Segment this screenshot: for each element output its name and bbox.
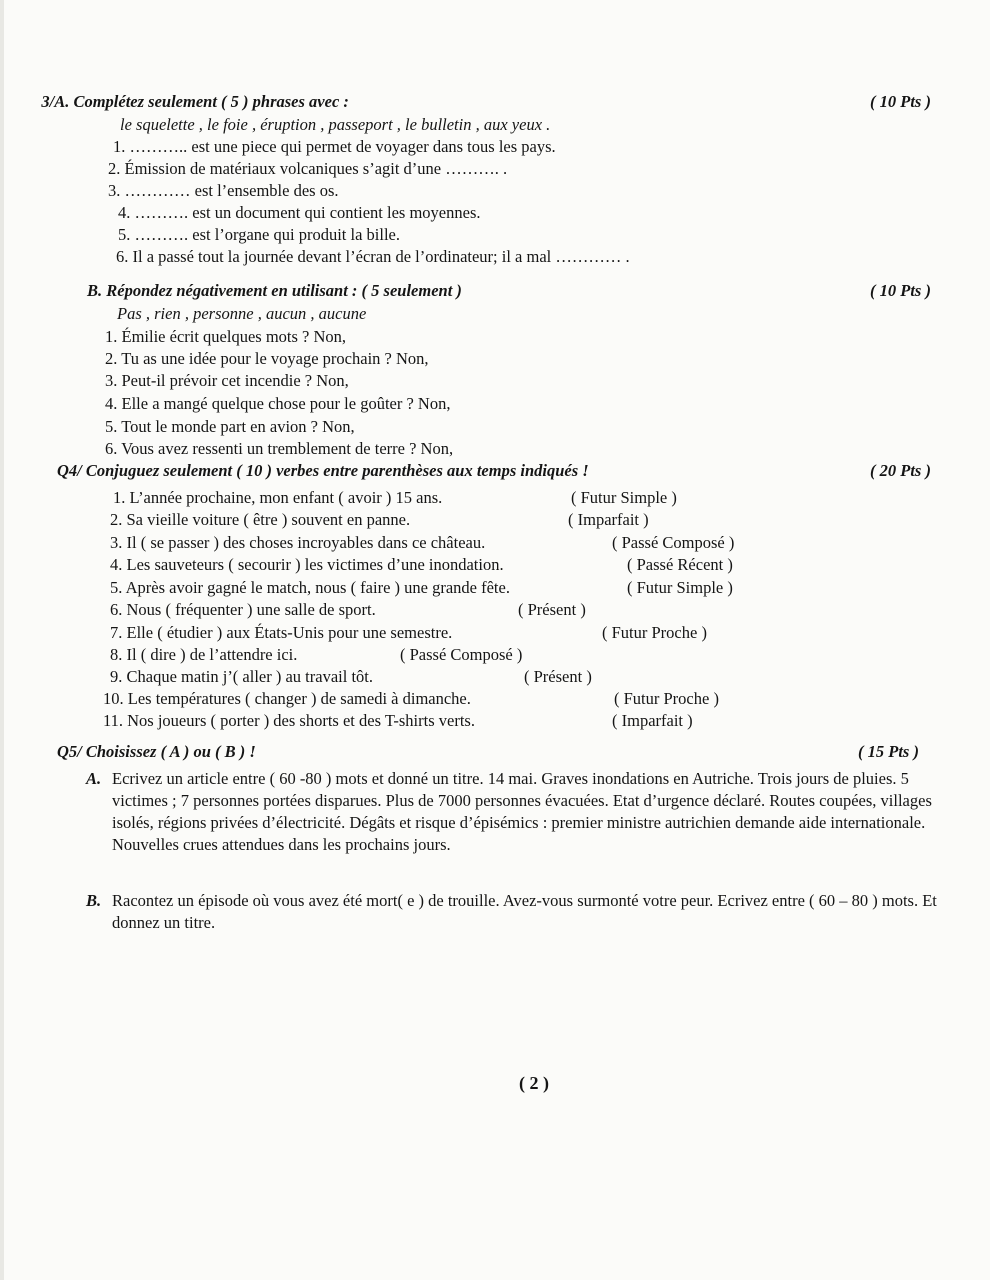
q3b-item: 3. Peut-il prévoir cet incendie ? Non,	[105, 371, 349, 390]
q3b-points: ( 10 Pts )	[870, 281, 931, 300]
q5-option-a-text: Ecrivez un article entre ( 60 -80 ) mots et donné un titre. 14 mai. Graves inondations en Autriche. Trois jours de pluies. 5 victimes ; 7 personnes portées disparues. Plus de 7000 personnes évacuées. Etat d’urgence déclaré. Routes coupées, villages isolés, régions privées d’électricité. Dégâts et risque d’épisémics : premier ministre autrichien demande aide internationale. Nouvelles crues attendues dans les prochains jours.	[112, 769, 932, 854]
q4-tense: ( Imparfait )	[568, 510, 649, 529]
q4-item: 4. Les sauveteurs ( secourir ) les victimes d’une inondation.	[110, 555, 504, 574]
q3b-item: 5. Tout le monde part en avion ? Non,	[105, 417, 355, 436]
q3b-item: 4. Elle a mangé quelque chose pour le goûter ? Non,	[105, 394, 451, 413]
q4-item: 1. L’année prochaine, mon enfant ( avoir ) 15 ans.	[113, 488, 443, 507]
q3a-item: 2. Émission de matériaux volcaniques s’agit d’une ………. .	[108, 159, 508, 178]
q4-tense: ( Imparfait )	[612, 711, 693, 730]
q4-tense: ( Présent )	[524, 667, 592, 686]
q4-tense: ( Futur Simple )	[571, 488, 677, 507]
q4-item: 10. Les températures ( changer ) de samedi à dimanche.	[103, 689, 471, 708]
q3a-item: 3. ………… est l’ensemble des os.	[108, 181, 339, 200]
q3a-wordbank: le squelette , le foie , éruption , passeport , le bulletin , aux yeux .	[120, 115, 551, 134]
q4-item: 9. Chaque matin j’( aller ) au travail tôt.	[110, 667, 373, 686]
q3b-wordbank: Pas , rien , personne , aucun , aucune	[117, 304, 367, 323]
q5-title: Q5/ Choisissez ( A ) ou ( B ) !	[57, 742, 256, 761]
q5-points: ( 15 Pts )	[858, 742, 919, 761]
scan-edge	[0, 0, 4, 1280]
q4-title: Q4/ Conjuguez seulement ( 10 ) verbes entre parenthèses aux temps indiqués !	[57, 461, 589, 480]
q4-tense: ( Passé Composé )	[400, 645, 523, 664]
q3a-title: 3/A. Complétez seulement ( 5 ) phrases avec :	[40, 92, 349, 111]
q4-item: 6. Nous ( fréquenter ) une salle de sport.	[110, 600, 376, 619]
q3b-item: 2. Tu as une idée pour le voyage prochain ? Non,	[105, 349, 429, 368]
q5-option-b-letter: B.	[86, 891, 102, 910]
q3a-item: 5. ………. est l’organe qui produit la bille.	[118, 225, 400, 244]
q4-tense: ( Passé Récent )	[627, 555, 733, 574]
q4-item: 5. Après avoir gagné le match, nous ( faire ) une grande fête.	[110, 578, 510, 597]
q4-item: 7. Elle ( étudier ) aux États-Unis pour une semestre.	[110, 623, 453, 642]
q4-tense: ( Futur Proche )	[614, 689, 719, 708]
q3a-item: 6. Il a passé tout la journée devant l’écran de l’ordinateur; il a mal ………… .	[116, 247, 630, 266]
q4-item: 11. Nos joueurs ( porter ) des shorts et des T-shirts verts.	[103, 711, 475, 730]
page-number: ( 2 )	[519, 1073, 549, 1093]
q4-tense: ( Présent )	[518, 600, 586, 619]
q5-option-a-letter: A.	[86, 769, 102, 788]
q4-points: ( 20 Pts )	[870, 461, 931, 480]
q4-item: 3. Il ( se passer ) des choses incroyables dans ce château.	[110, 533, 486, 552]
q3b-item: 1. Émilie écrit quelques mots ? Non,	[105, 327, 347, 346]
q4-item: 2. Sa vieille voiture ( être ) souvent en panne.	[110, 510, 411, 529]
q4-tense: ( Futur Simple )	[627, 578, 733, 597]
q3a-item: 1. ……….. est une piece qui permet de voyager dans tous les pays.	[113, 137, 556, 156]
q3b-item: 6. Vous avez ressenti un tremblement de terre ? Non,	[105, 439, 454, 458]
q3a-item: 4. ………. est un document qui contient les moyennes.	[118, 203, 481, 222]
q3a-points: ( 10 Pts )	[870, 92, 931, 111]
q4-tense: ( Futur Proche )	[602, 623, 707, 642]
q5-option-b-text: Racontez un épisode où vous avez été mort( e ) de trouille. Avez-vous surmonté votre peur. Ecrivez entre ( 60 – 80 ) mots. Et donnez un titre.	[112, 891, 937, 932]
q4-tense: ( Passé Composé )	[612, 533, 735, 552]
q4-item: 8. Il ( dire ) de l’attendre ici.	[110, 645, 298, 664]
q3b-title: B. Répondez négativement en utilisant : ( 5 seulement )	[87, 281, 462, 300]
